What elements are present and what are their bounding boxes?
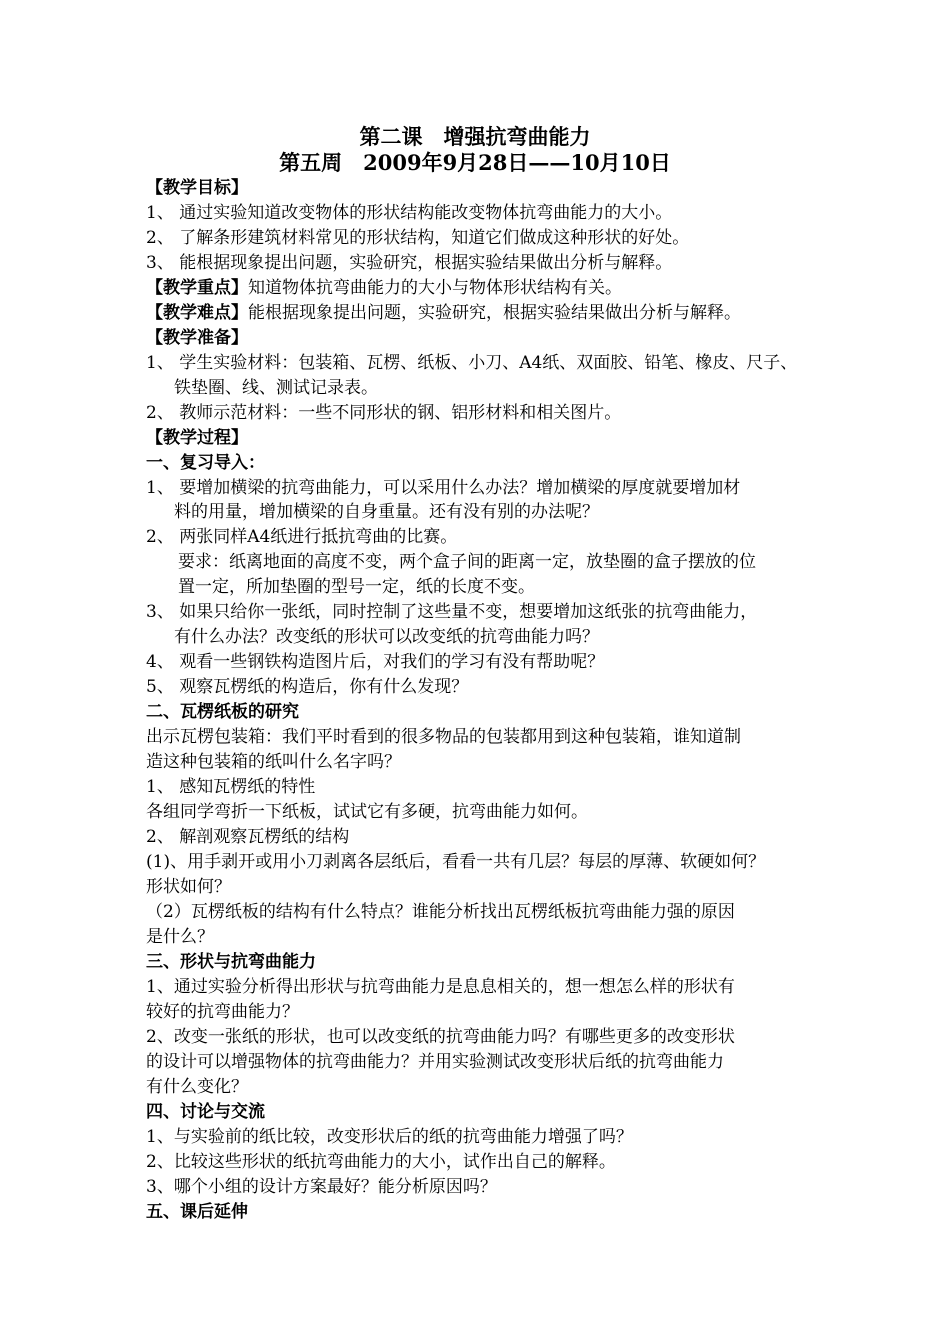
paragraph-line: 3、哪个小组的设计方案最好？能分析原因吗？ <box>146 1177 497 1197</box>
paragraph-line: 的设计可以增强物体的抗弯曲能力？并用实验测试改变形状后纸的抗弯曲能力 <box>146 1052 724 1072</box>
key-point-line <box>146 276 622 300</box>
page-title: 第二课 增强抗弯曲能力 <box>359 124 591 149</box>
paragraph-line: 2、 解剖观察瓦楞纸的结构 <box>146 827 350 847</box>
paragraph-line: 4、 观看一些钢铁构造图片后，对我们的学习有没有帮助呢？ <box>146 652 605 672</box>
key-point-label: 【教学重点】 <box>146 278 248 298</box>
paragraph-line: 有什么办法？改变纸的形状可以改变纸的抗弯曲能力吗？ <box>174 627 599 647</box>
process-heading: 【教学过程】 <box>146 428 248 448</box>
preparation-heading: 【教学准备】 <box>146 328 248 348</box>
paragraph-line: 置一定，所加垫圈的型号一定，纸的长度不变。 <box>178 577 535 597</box>
paragraph-line: 形状如何？ <box>146 877 231 897</box>
paragraph-line: 有什么变化？ <box>146 1077 248 1097</box>
paragraph-line: 1、 要增加横梁的抗弯曲能力，可以采用什么办法？增加横梁的厚度就要增加材 <box>146 478 741 498</box>
objective-item: 3、 能根据现象提出问题，实验研究，根据实验结果做出分析与解释。 <box>146 253 673 273</box>
paragraph-line: 料的用量，增加横梁的自身重量。还有没有别的办法呢？ <box>174 502 599 522</box>
paragraph-line: 要求：纸离地面的高度不变，两个盒子间的距离一定，放垫圈的盒子摆放的位 <box>178 552 756 572</box>
paragraph-line: 2、 两张同样A4纸进行抵抗弯曲的比赛。 <box>146 527 458 547</box>
preparation-item: 1、 学生实验材料：包装箱、瓦楞、纸板、小刀、A4纸、双面胶、铅笔、橡皮、尺子、 <box>146 353 798 373</box>
paragraph-line: 较好的抗弯曲能力？ <box>146 1002 299 1022</box>
key-point-text: 知道物体抗弯曲能力的大小与物体形状结构有关。 <box>248 278 622 298</box>
paragraph-line: （2）瓦楞纸板的结构有什么特点？谁能分析找出瓦楞纸板抗弯曲能力强的原因 <box>146 902 735 922</box>
section-heading: 三、形状与抗弯曲能力 <box>146 952 316 972</box>
preparation-item: 2、 教师示范材料：一些不同形状的钢、铝形材料和相关图片。 <box>146 403 622 423</box>
paragraph-line: 是什么？ <box>146 927 214 947</box>
page-subtitle: 第五周 2009年9月28日——10月10日 <box>279 150 671 175</box>
objective-item: 2、 了解条形建筑材料常见的形状结构，知道它们做成这种形状的好处。 <box>146 228 690 248</box>
difficulty-line <box>146 301 741 325</box>
paragraph-line: 造这种包装箱的纸叫什么名字吗？ <box>146 752 401 772</box>
difficulty-label: 【教学难点】 <box>146 303 248 323</box>
preparation-item-continued: 铁垫圈、线、测试记录表。 <box>174 378 378 398</box>
paragraph-line: 1、通过实验分析得出形状与抗弯曲能力是息息相关的，想一想怎么样的形状有 <box>146 977 735 997</box>
difficulty-text: 能根据现象提出问题，实验研究，根据实验结果做出分析与解释。 <box>248 303 741 323</box>
objective-item: 1、 通过实验知道改变物体的形状结构能改变物体抗弯曲能力的大小。 <box>146 203 673 223</box>
paragraph-line: 5、 观察瓦楞纸的构造后，你有什么发现？ <box>146 677 469 697</box>
section-heading: 二、瓦楞纸板的研究 <box>146 702 299 722</box>
paragraph-line: 1、 感知瓦楞纸的特性 <box>146 777 316 797</box>
paragraph-line: 各组同学弯折一下纸板，试试它有多硬，抗弯曲能力如何。 <box>146 802 588 822</box>
paragraph-line: (1)、用手剥开或用小刀剥离各层纸后，看看一共有几层？每层的厚薄、软硬如何？ <box>146 852 766 872</box>
section-heading: 一、复习导入： <box>146 453 265 473</box>
paragraph-line: 2、改变一张纸的形状，也可以改变纸的抗弯曲能力吗？有哪些更多的改变形状 <box>146 1027 735 1047</box>
section-heading: 四、讨论与交流 <box>146 1102 265 1122</box>
paragraph-line: 出示瓦楞包装箱：我们平时看到的很多物品的包装都用到这种包装箱，谁知道制 <box>146 727 741 747</box>
section-heading: 五、课后延伸 <box>146 1202 248 1222</box>
paragraph-line: 1、与实验前的纸比较，改变形状后的纸的抗弯曲能力增强了吗？ <box>146 1127 633 1147</box>
paragraph-line: 2、比较这些形状的纸抗弯曲能力的大小，试作出自己的解释。 <box>146 1152 616 1172</box>
paragraph-line: 3、 如果只给你一张纸，同时控制了这些量不变，想要增加这纸张的抗弯曲能力， <box>146 602 758 622</box>
objectives-heading: 【教学目标】 <box>146 178 248 198</box>
